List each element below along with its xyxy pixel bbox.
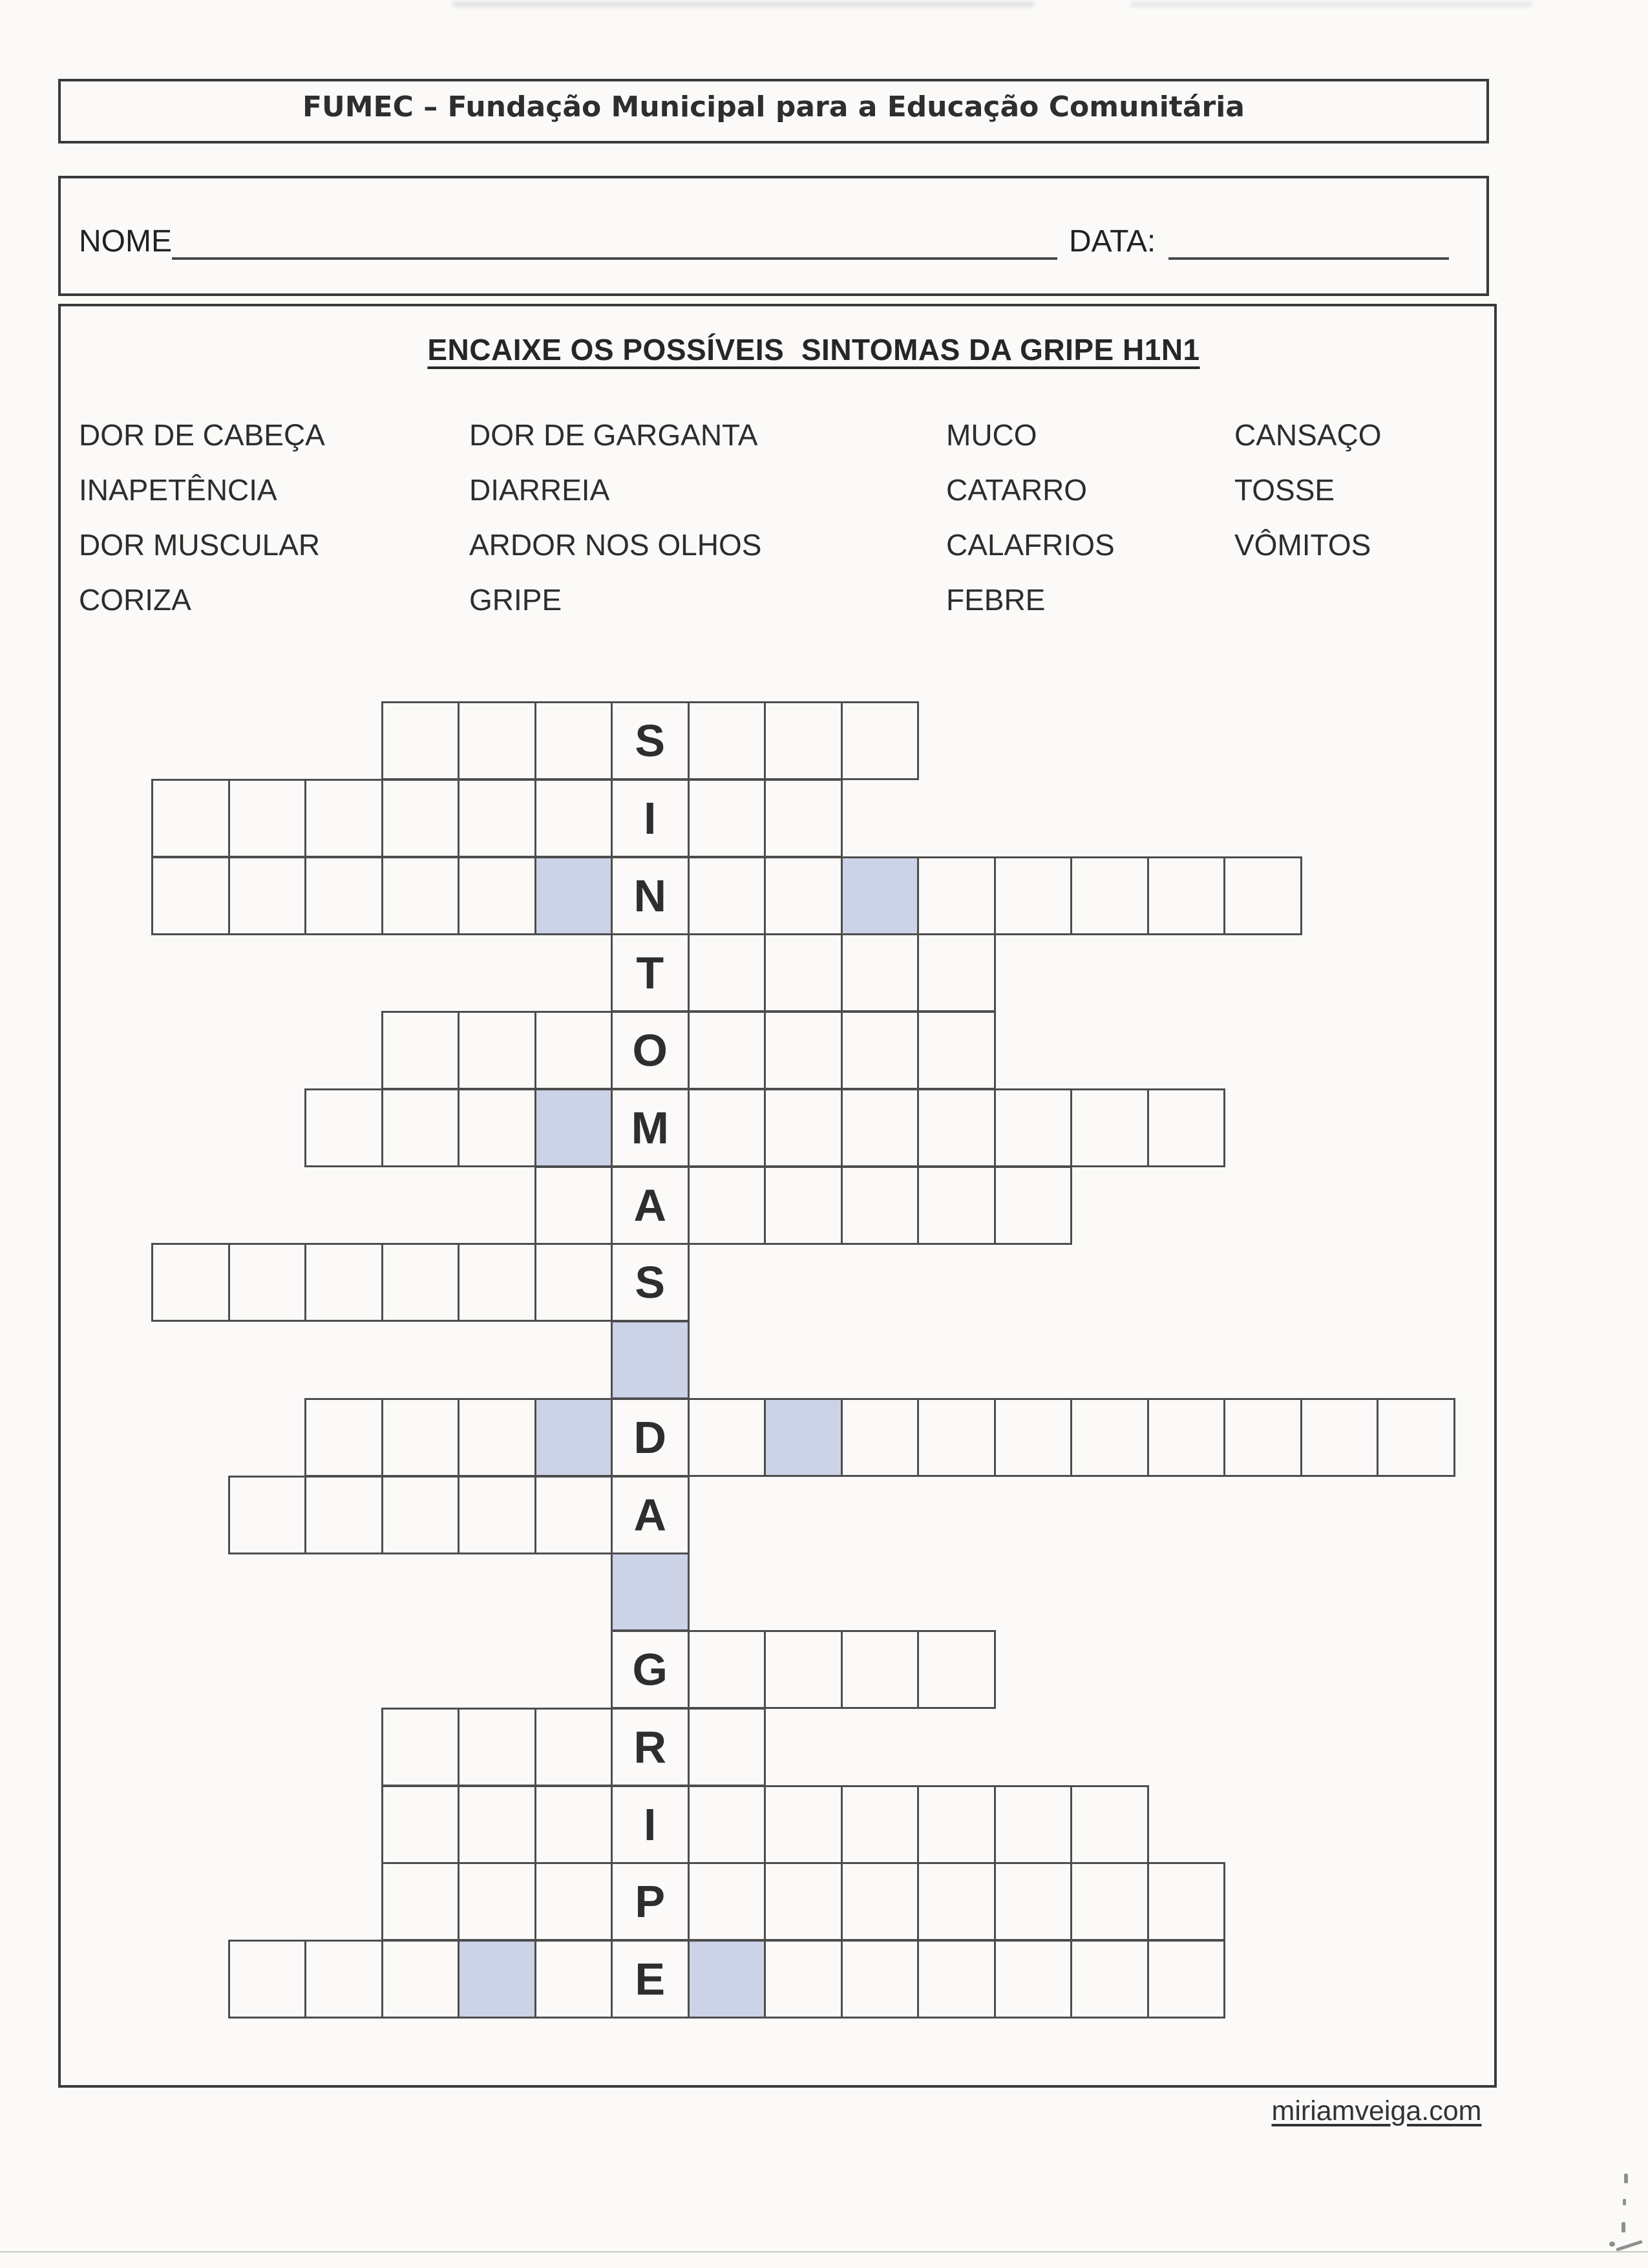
scan-line-bottom	[0, 2251, 1648, 2252]
word-bank-column	[1234, 418, 1381, 582]
date-blank-line	[1168, 257, 1449, 260]
name-label: NOME	[79, 224, 172, 259]
pen-mark	[1609, 2242, 1615, 2247]
word-bank-item: DOR MUSCULAR	[79, 528, 321, 562]
grid-cell-letter: A	[633, 1490, 667, 1540]
pen-mark	[1622, 2222, 1625, 2232]
grid-cell-letter: N	[633, 871, 667, 921]
word-bank-item: CATARRO	[946, 473, 1088, 507]
grid-cell-letter: I	[644, 793, 657, 843]
word-bank-item: DIARREIA	[469, 473, 610, 507]
word-bank-item: VÔMITOS	[1234, 528, 1371, 562]
word-bank-item: INAPETÊNCIA	[79, 473, 277, 507]
header-title: FUMEC – Fundação Municipal para a Educação Comunitária	[302, 90, 1245, 123]
word-bank-column	[946, 418, 1115, 637]
name-date-box	[58, 176, 1489, 296]
scan-smudge-top	[452, 1, 1034, 7]
word-bank-item: CANSAÇO	[1234, 418, 1382, 452]
grid-cell-letter: P	[635, 1876, 666, 1927]
pen-mark	[1616, 2240, 1642, 2252]
word-bank-item: FEBRE	[946, 583, 1046, 617]
name-blank-line	[172, 257, 1057, 260]
grid-cell-letter: T	[636, 948, 664, 998]
grid-cell-letter: O	[632, 1025, 668, 1076]
word-bank-item: DOR DE GARGANTA	[469, 418, 758, 452]
word-bank-item: DOR DE CABEÇA	[79, 418, 325, 452]
grid-cell-letter: R	[633, 1722, 667, 1772]
grid-cell-letter: A	[633, 1180, 667, 1231]
date-label: DATA:	[1069, 224, 1156, 259]
pen-mark	[1623, 2199, 1626, 2205]
grid-cell-letter: E	[635, 1954, 666, 2004]
word-bank-item: GRIPE	[469, 583, 562, 617]
word-bank-column	[79, 418, 325, 637]
grid-cell-letter: M	[631, 1103, 669, 1153]
grid-cell-letter: D	[633, 1412, 667, 1463]
puzzle-box	[58, 304, 1497, 2088]
footer-link[interactable]: miriamveiga.com	[1271, 2095, 1482, 2126]
word-bank-item: TOSSE	[1234, 473, 1335, 507]
header-box	[58, 79, 1489, 143]
grid-cell-letter: I	[644, 1799, 657, 1850]
grid-cell-letter: G	[632, 1644, 668, 1695]
word-bank-item: CORIZA	[79, 583, 191, 617]
word-bank-item: ARDOR NOS OLHOS	[469, 528, 762, 562]
scan-smudge-top	[1131, 2, 1532, 7]
grid-cell-letter: S	[635, 1257, 666, 1308]
grid-cell-letter: S	[635, 715, 666, 766]
puzzle-title: ENCAIXE OS POSSÍVEIS SINTOMAS DA GRIPE H1N1	[427, 333, 1200, 366]
word-bank-column	[469, 418, 761, 637]
word-bank-item: MUCO	[946, 418, 1037, 452]
word-bank-item: CALAFRIOS	[946, 528, 1115, 562]
pen-mark	[1624, 2174, 1628, 2183]
